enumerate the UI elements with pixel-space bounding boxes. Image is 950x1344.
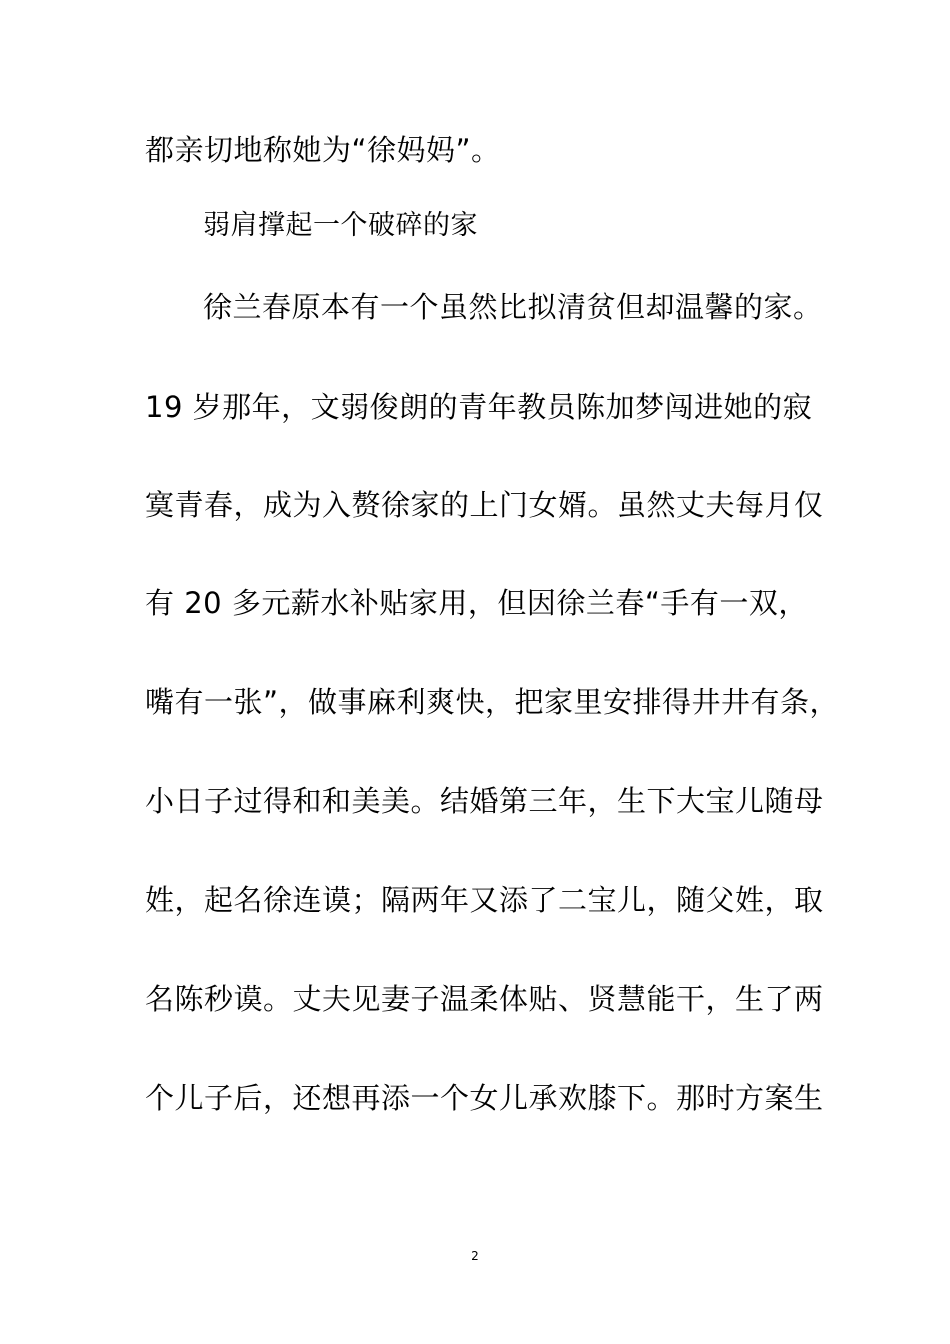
body-text-line: 嘴有一张”，做事麻利爽快，把家里安排得井井有条， bbox=[145, 685, 840, 719]
body-text-line: 名陈秒谟。丈夫见妻子温柔体贴、贤慧能干，生了两 bbox=[145, 982, 824, 1016]
body-text-line: 个儿子后，还想再添一个女儿承欢膝下。那时方案生 bbox=[145, 1081, 824, 1115]
body-text-line: 小日子过得和和美美。结婚第三年，生下大宝儿随母 bbox=[145, 784, 824, 818]
section-heading: 弱肩撑起一个破碎的家 bbox=[203, 210, 478, 241]
page-number: 2 bbox=[471, 1249, 479, 1263]
body-text-line: 19 岁那年，文弱俊朗的青年教员陈加梦闯进她的寂 bbox=[145, 390, 813, 424]
body-text-line: 寞青春，成为入赘徐家的上门女婿。虽然丈夫每月仅 bbox=[145, 488, 824, 522]
body-text-line: 有 20 多元薪水补贴家用，但因徐兰春“手有一双， bbox=[145, 586, 808, 620]
body-text-line: 姓，起名徐连谟；隔两年又添了二宝儿，随父姓，取 bbox=[145, 883, 824, 917]
paragraph-first-line: 徐兰春原本有一个虽然比拟清贫但却温馨的家。 bbox=[203, 290, 823, 324]
body-text-line: 都亲切地称她为“徐妈妈”。 bbox=[145, 133, 501, 167]
